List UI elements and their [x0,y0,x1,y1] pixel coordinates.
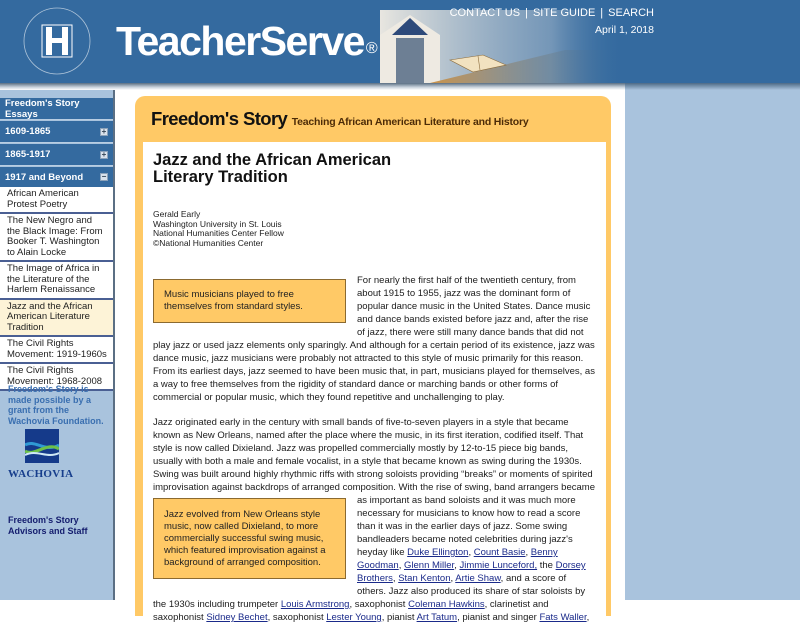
article-content [143,142,606,622]
right-background-band [625,90,800,600]
paragraph-text: Jazz originated early in the century with small bands of five-to-seven players in a style that became known as New Orleans, named after the place where the music, in its first iteration, codified itself. That style is now called Dixieland. Jazz was propelled commercially mostly by 12-to-15 piece big bands, usually with both a male and female vocalist, in a style that became known as swing during the 1930s. Swing was built around highly rhythmic riffs with strong soloists providing “breaks” or moments of spirited improvisation against backdrops of arranged composition. With the rise of swing, band arrangers became [153,417,595,493]
content-frame [135,96,611,622]
article-title-line: Literary Tradition [153,168,288,186]
paragraph-text: , and a score of others. Jazz also produced its share of star soloists by the 1930s including trumpeter [153,573,586,610]
paragraph: For nearly the first half of the twentieth century, from about 1915 to 1955, jazz was the dominant form of popular dance music in the United States. Dance music and dance bands existed before jazz and, after the rise of jazz, there were still many dance bands that did not play jazz or used jazz elements only sparingly. And although for a certain period of its existence, jazz was dance music, jazz musicians were probably not attracted to this style of music primarily for this reason. From its earliest days, jazz seemed to have been music that, in part, musicians played for themselves, as a way to free themselves from the rigidity of standard dance or marching bands or other forms of commercial or popular music, which they found repetitive and unchallenging to play. [153,275,595,403]
section-label: 1917 and Beyond [5,171,84,183]
pullquote: Music musicians played to free themselves from standard styles. [153,279,346,323]
wachovia-logo[interactable] [8,429,78,480]
header-divider-right [625,83,800,90]
musician-link-coleman-hawkins[interactable]: Coleman Hawkins [408,599,485,610]
musician-link-glenn-miller[interactable]: Glenn Miller [404,560,455,571]
plus-icon[interactable]: + [101,149,107,159]
paragraph-text: , clarinetist and saxophonist [153,599,549,622]
musician-link-artie-shaw[interactable]: Artie Shaw [455,573,501,584]
musician-link-dorsey-brothers[interactable]: Dorsey Brothers [357,560,586,584]
sidebar-section-1917-and-beyond[interactable] [0,167,113,187]
musician-link-art-tatum[interactable]: Art Tatum [416,612,458,622]
sidebar-title-label: Freedom's Story Essays [5,97,80,120]
registered-mark: ® [365,40,377,57]
nav-separator: | [525,7,528,19]
paragraph-text: , [525,547,531,558]
paragraph-text: , pianist [381,612,417,622]
paragraph-text: as important as band soloists and it was much more necessary for musicians to know how to read a score than it was in the earlier days of jazz. Some swing bandleaders became noted celebrities during jazz's heyday like [357,495,581,558]
sidebar-title[interactable] [0,98,113,120]
contact-us-link[interactable]: CONTACT US [449,7,521,19]
paragraph-text: , [468,547,474,558]
sidebar-item-image-of-africa[interactable]: The Image of Africa in the Literature of the Harlem Renaissance [0,262,113,300]
paragraph-text: , [398,560,405,571]
article-title [153,152,596,186]
musician-link-lester-young[interactable]: Lester Young [326,612,382,622]
pullquote: Jazz evolved from New Orleans style music, now called Dixieland, to more commercially successful swing music, which featured improvisation against a background of arranged composition. [153,498,346,579]
site-header [0,0,800,83]
article-title-line: Jazz and the African American [153,151,392,169]
freedoms-story-title[interactable]: Freedom's Story [151,108,288,129]
sidebar-item-protest-poetry[interactable]: African American Protest Poetry [0,187,113,214]
freedoms-story-subtitle: Teaching African American Literature and History [291,116,529,128]
sidebar-essay-list [0,187,113,391]
sidebar-item-civil-rights-1968[interactable]: The Civil Rights Movement: 1968-2008 [0,364,113,391]
nav-separator: | [600,7,604,19]
paragraph-text: , pianist and singer [457,612,540,622]
sidebar-item-civil-rights-1919[interactable]: The Civil Rights Movement: 1919-1960s [0,337,113,364]
sidebar-item-new-negro[interactable]: The New Negro and the Black Image: From Booker T. Washington to Alain Locke [0,214,113,262]
musician-link-fats-waller[interactable]: Fats Waller [539,612,587,622]
article-body [153,274,596,622]
wachovia-emblem-icon [25,429,59,463]
minus-icon[interactable]: − [101,172,107,181]
search-link[interactable]: SEARCH [608,7,654,19]
article-byline [153,210,596,248]
plus-icon[interactable]: + [101,126,107,136]
teacherserve-logo[interactable] [116,17,376,65]
paragraph-text: , saxophonist [349,599,409,610]
musician-link-count-basie[interactable]: Count Basie [473,547,526,558]
paragraph [153,416,596,622]
paragraph-text: , [450,573,456,584]
author-name: Gerald Early [153,209,201,219]
author-affiliation: Washington University in St. Louis [153,218,282,229]
author-fellowship: National Humanities Center Fellow [153,228,284,238]
paragraph-text: , saxophonist [267,612,327,622]
header-building-image [380,10,625,83]
copyright: ©National Humanities Center [153,237,264,248]
musician-link-louis-armstrong[interactable]: Louis Armstrong [280,599,350,610]
nhc-seal-logo[interactable] [17,5,97,78]
musician-link-duke-ellington[interactable]: Duke Ellington [407,547,469,558]
gutter [611,90,625,600]
paragraph-text: , [454,560,460,571]
sidebar [0,90,115,600]
advisors-staff-link[interactable]: Freedom's Story Advisors and Staff [8,515,88,536]
grant-note: Freedom's Story is made possible by a grant from the Wachovia Foundation. [8,384,104,426]
paragraph-text: the [537,560,556,571]
paragraph-text: , [586,612,590,622]
musician-link-jimmie-lunceford[interactable]: Jimmie Lunceford, [459,560,538,571]
brand-name: TeacherServe [116,18,364,64]
site-guide-link[interactable]: SITE GUIDE [532,7,596,19]
sidebar-section-1865-1917[interactable] [0,144,113,166]
top-nav [450,7,654,19]
section-label: 1865-1917 [5,149,51,160]
section-label: 1609-1865 [5,126,51,137]
musician-link-sidney-bechet[interactable]: Sidney Bechet [206,612,268,622]
musician-link-benny-goodman[interactable]: Benny Goodman [357,547,558,571]
paragraph-text: , [392,573,399,584]
frame-title [151,108,529,130]
wachovia-wordmark: WACHOVIA [8,468,74,480]
musician-link-stan-kenton[interactable]: Stan Kenton [398,573,451,584]
sidebar-item-jazz[interactable]: Jazz and the African American Literature Tradition [0,300,113,338]
current-date: April 1, 2018 [595,24,654,36]
sidebar-section-1609-1865[interactable] [0,121,113,143]
